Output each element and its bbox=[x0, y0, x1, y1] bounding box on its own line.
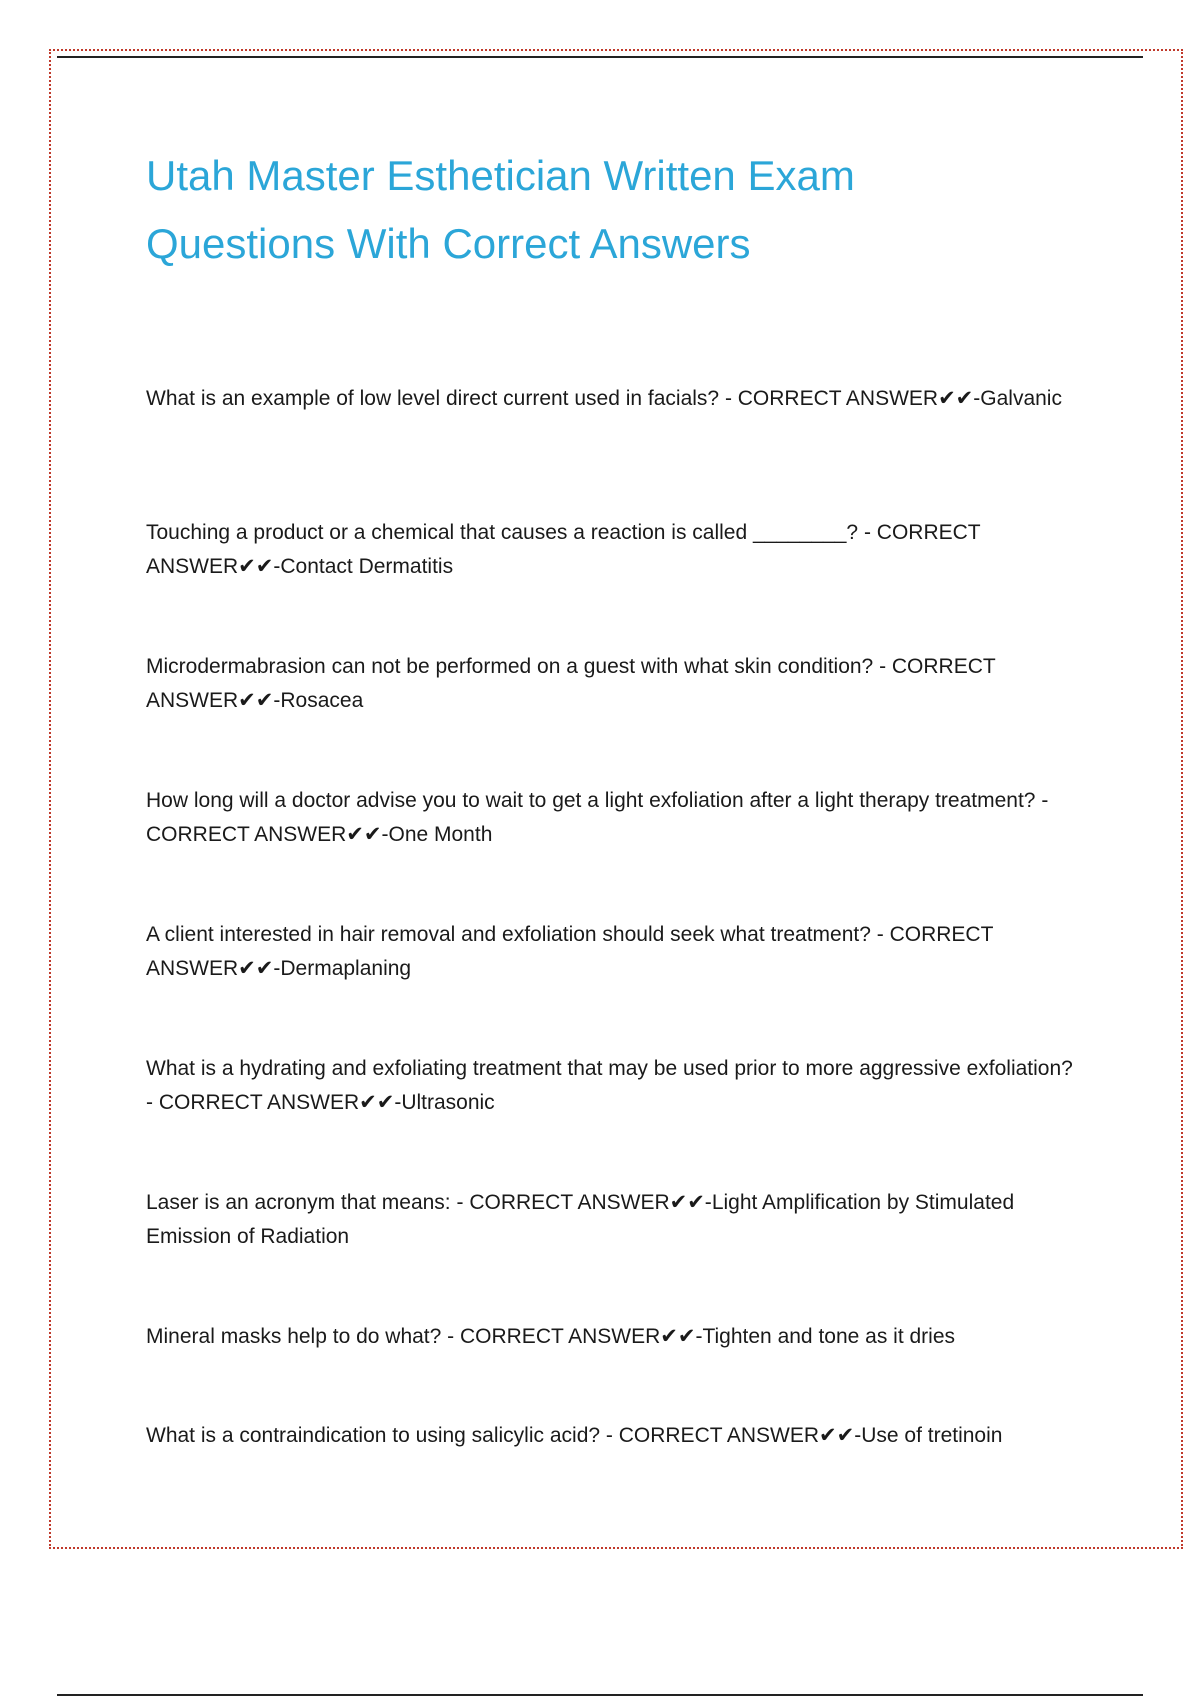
qa-item bbox=[146, 1320, 1076, 1354]
qa-item bbox=[146, 1052, 1076, 1120]
question-text: What is a contraindication to using salicylic acid? bbox=[146, 1424, 601, 1447]
answer-marker: - CORRECT ANSWER✔✔- bbox=[719, 387, 981, 410]
answer-text: Use of tretinoin bbox=[861, 1424, 1003, 1447]
answer-marker: - CORRECT ANSWER✔✔- bbox=[441, 1325, 703, 1348]
footer-rule bbox=[57, 1694, 1143, 1696]
answer-marker: - CORRECT ANSWER✔✔- bbox=[450, 1191, 712, 1214]
qa-item bbox=[146, 382, 1076, 416]
answer-text: Dermaplaning bbox=[280, 957, 412, 980]
question-text: Mineral masks help to do what? bbox=[146, 1325, 442, 1348]
answer-text: Tighten and tone as it dries bbox=[702, 1325, 956, 1348]
answer-text: One Month bbox=[388, 823, 493, 846]
title-line-1: Utah Master Esthetician Written Exam bbox=[146, 152, 855, 199]
question-text: What is an example of low level direct current used in facials? bbox=[146, 387, 720, 410]
answer-text: Light Amplification by Stimulated Emission of Radiation bbox=[146, 1191, 1015, 1248]
answer-text: Ultrasonic bbox=[401, 1091, 495, 1114]
title-line-2: Questions With Correct Answers bbox=[146, 220, 751, 267]
answer-text: Contact Dermatitis bbox=[280, 555, 454, 578]
answer-text: Rosacea bbox=[280, 689, 364, 712]
qa-item bbox=[146, 1419, 1076, 1453]
question-text: Microdermabrasion can not be performed on a guest with what skin condition? bbox=[146, 655, 874, 678]
qa-item bbox=[146, 784, 1076, 852]
question-text: What is a hydrating and exfoliating treatment that may be used prior to more aggressive exfoliation? bbox=[146, 1057, 1073, 1080]
answer-marker: - CORRECT ANSWER✔✔- bbox=[146, 923, 994, 980]
answer-marker: - CORRECT ANSWER✔✔- bbox=[146, 1091, 402, 1114]
answer-marker: - CORRECT ANSWER✔✔- bbox=[146, 655, 996, 712]
question-text: Laser is an acronym that means: bbox=[146, 1191, 451, 1214]
answer-marker: - CORRECT ANSWER✔✔- bbox=[146, 789, 1049, 846]
qa-item bbox=[146, 918, 1076, 986]
header-rule bbox=[57, 56, 1143, 58]
answer-text: Galvanic bbox=[980, 387, 1062, 410]
qa-item bbox=[146, 650, 1076, 718]
question-text: Touching a product or a chemical that causes a reaction is called ________? bbox=[146, 521, 859, 544]
answer-marker: - CORRECT ANSWER✔✔- bbox=[146, 521, 981, 578]
qa-item bbox=[146, 1186, 1076, 1254]
question-text: How long will a doctor advise you to wait to get a light exfoliation after a light therapy treatment? bbox=[146, 789, 1036, 812]
question-text: A client interested in hair removal and exfoliation should seek what treatment? bbox=[146, 923, 871, 946]
document-title bbox=[146, 142, 1026, 278]
qa-item bbox=[146, 516, 1076, 584]
answer-marker: - CORRECT ANSWER✔✔- bbox=[600, 1424, 862, 1447]
